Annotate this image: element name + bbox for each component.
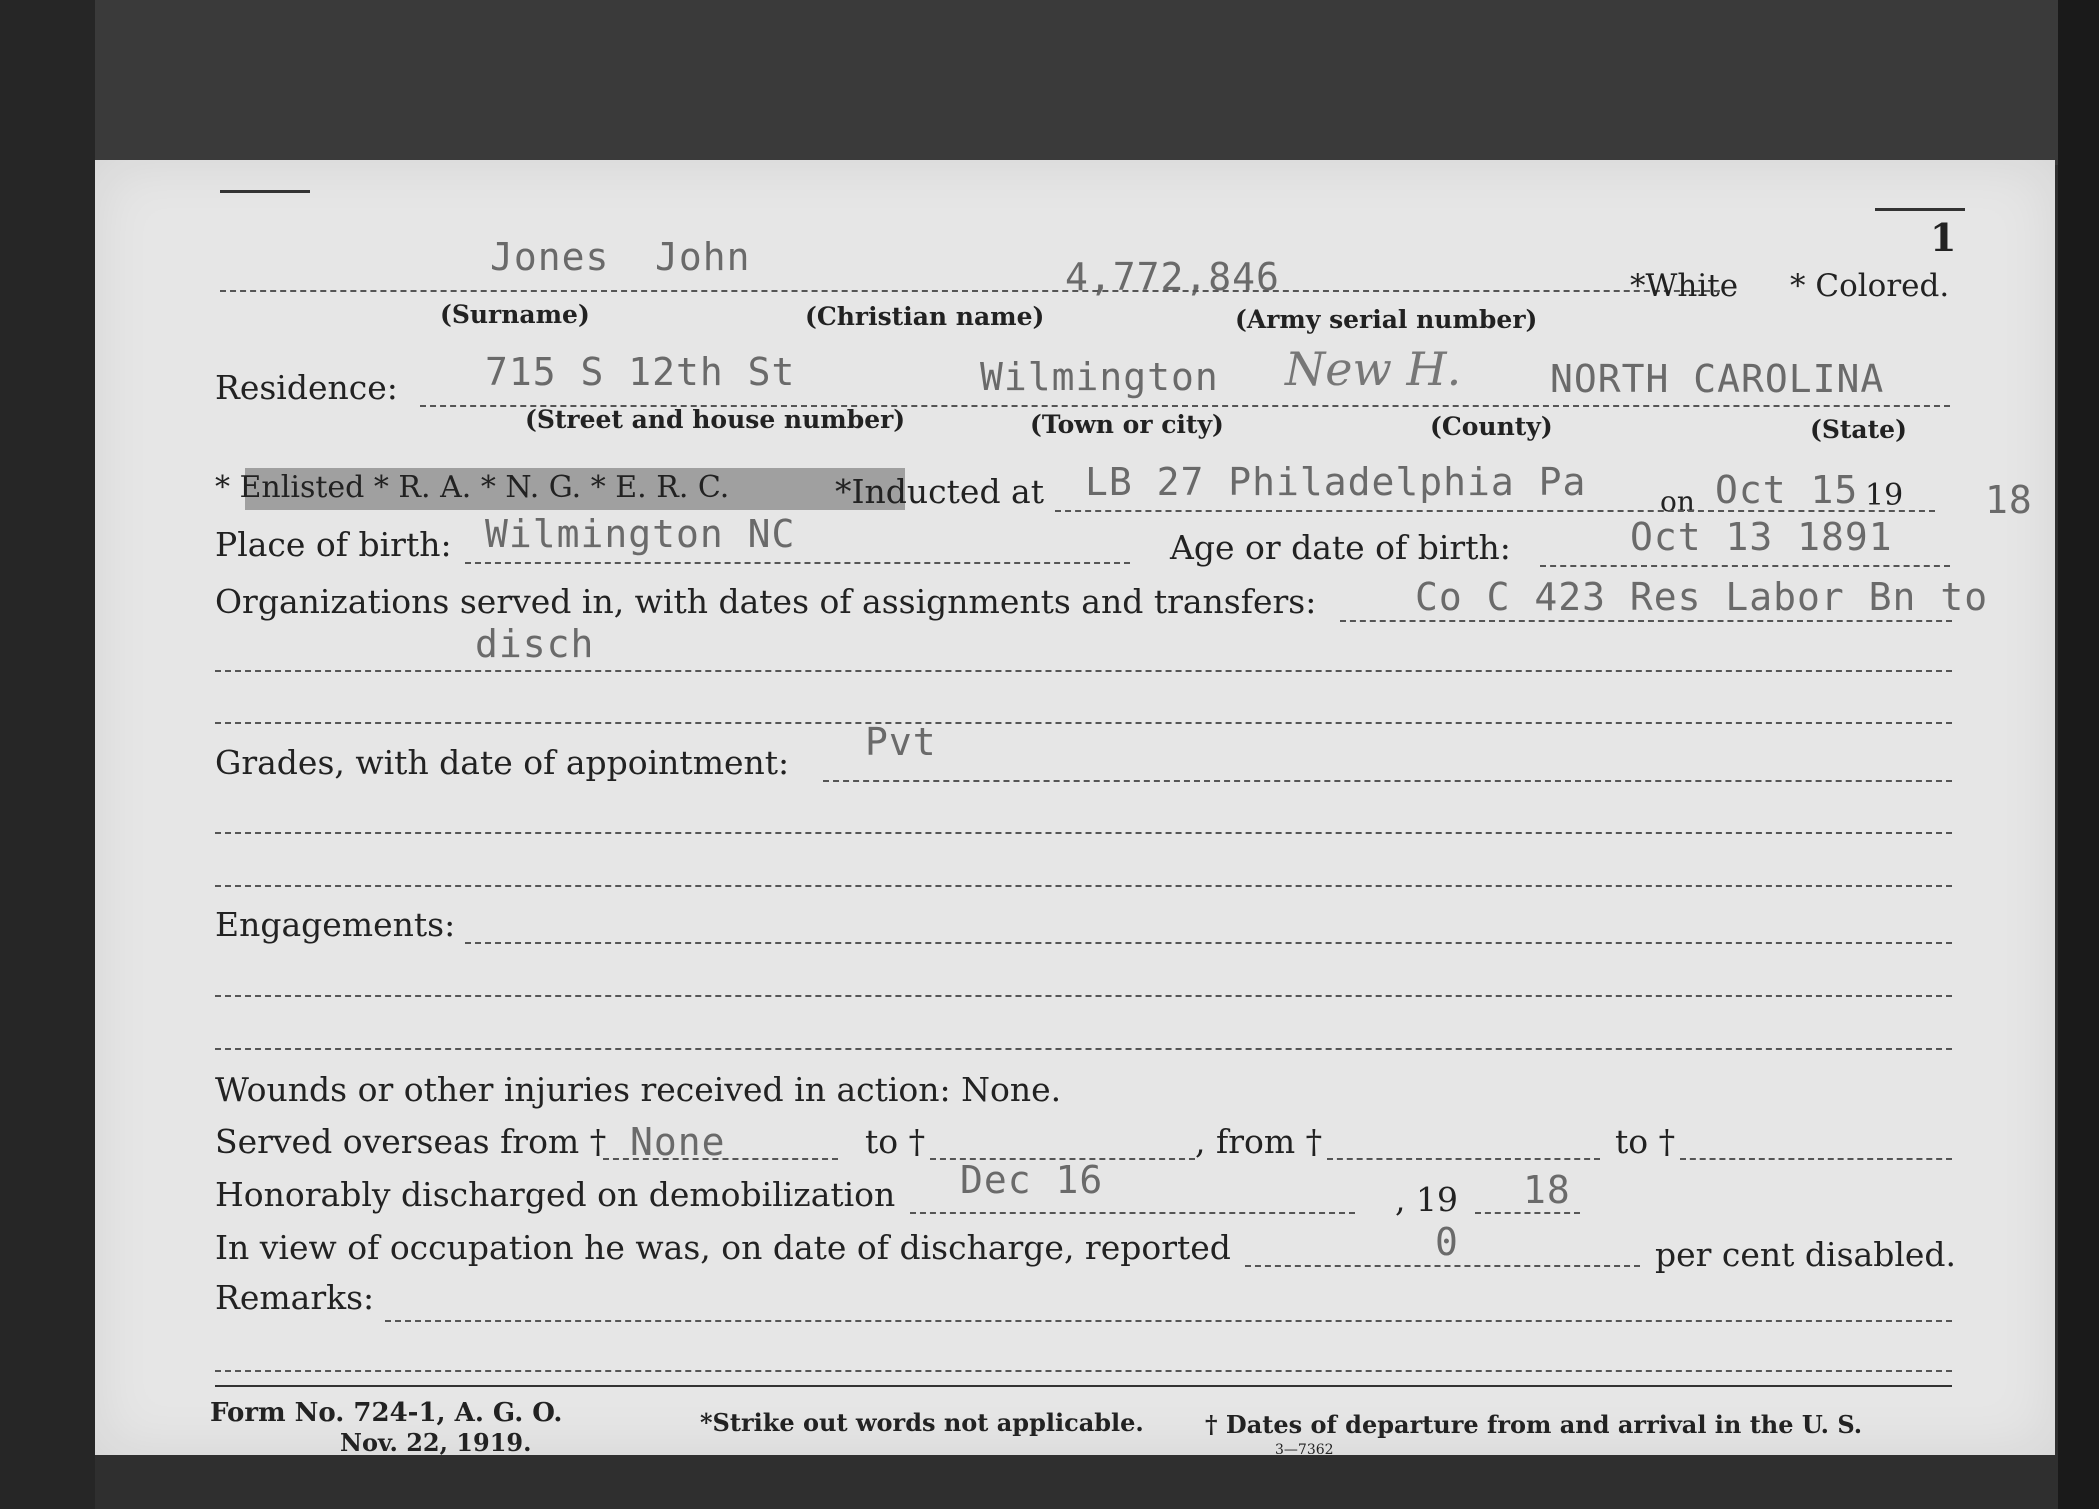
town-value: Wilmington — [980, 355, 1219, 399]
overseas-from2-line — [1327, 1158, 1600, 1160]
disability-line — [1245, 1265, 1640, 1267]
corner-mark-right — [1875, 208, 1965, 211]
footer-rule — [215, 1385, 1952, 1387]
year-suffix: 18 — [1985, 478, 2033, 522]
card-number: 1 — [1930, 215, 1957, 260]
residence-label: Residence: — [215, 368, 398, 407]
birthplace-value: Wilmington NC — [485, 512, 796, 556]
street-value: 715 S 12th St — [485, 350, 796, 394]
county-value: New H. — [1285, 342, 1462, 396]
grades-label: Grades, with date of appointment: — [215, 743, 790, 782]
race-colored: * Colored. — [1790, 268, 1950, 304]
inducted-line — [1055, 510, 1935, 512]
grades-line-1 — [823, 780, 1952, 782]
form-date: Nov. 22, 1919. — [340, 1428, 532, 1457]
street-label: (Street and house number) — [525, 405, 906, 434]
surname-value: Jones — [490, 235, 610, 279]
discharge-year-prefix: , 19 — [1395, 1180, 1458, 1219]
enlisted-options: * Enlisted * R. A. * N. G. * E. R. C. — [215, 470, 730, 505]
service-record-card — [95, 160, 2055, 1458]
from-label: , from † — [1195, 1122, 1323, 1161]
organizations-value-2: disch — [475, 622, 595, 666]
disability-label: In view of occupation he was, on date of discharge, reported — [215, 1228, 1231, 1267]
overseas-value: None — [630, 1120, 726, 1164]
state-label: (State) — [1810, 415, 1907, 444]
discharge-label: Honorably discharged on demobilization — [215, 1175, 896, 1214]
footnote-dates: † Dates of departure from and arrival in the U. S. — [1205, 1410, 1863, 1439]
overseas-label: Served overseas from † — [215, 1122, 607, 1161]
engagements-line-3 — [215, 1048, 1952, 1050]
christian-name-label: (Christian name) — [805, 302, 1045, 331]
birthplace-line — [465, 562, 1130, 564]
remarks-line-1 — [385, 1320, 1952, 1322]
organizations-line-1 — [1340, 620, 1952, 622]
organizations-line-2 — [215, 670, 1952, 672]
name-line — [220, 290, 1720, 292]
birth-date-value: Oct 13 1891 — [1630, 515, 1893, 559]
background-right — [2058, 0, 2099, 1509]
wounds-label: Wounds or other injuries received in action: None. — [215, 1070, 1062, 1109]
inducted-label: *Inducted at — [835, 472, 1044, 511]
to-label: to † — [865, 1122, 926, 1161]
serial-number-value: 4,772,846 — [1065, 255, 1280, 299]
corner-mark — [220, 190, 310, 193]
grades-line-2 — [215, 832, 1952, 834]
discharge-year-line — [1475, 1212, 1580, 1214]
christian-name-value: John — [655, 235, 751, 279]
town-label: (Town or city) — [1030, 410, 1224, 439]
on-label: on — [1660, 485, 1695, 518]
background-left — [0, 0, 95, 1509]
age-label: Age or date of birth: — [1170, 528, 1511, 567]
disability-value: 0 — [1435, 1220, 1459, 1264]
birth-date-line — [1540, 565, 1950, 567]
organizations-label: Organizations served in, with dates of assignments and transfers: — [215, 582, 1317, 621]
print-code: 3—7362 — [1275, 1442, 1334, 1458]
organizations-line-3 — [215, 722, 1952, 724]
remarks-line-2 — [215, 1370, 1952, 1372]
remarks-label: Remarks: — [215, 1278, 375, 1317]
birthplace-label: Place of birth: — [215, 525, 452, 564]
race-white: *White — [1630, 268, 1739, 304]
discharge-date-value: Dec 16 — [960, 1158, 1104, 1202]
engagements-label: Engagements: — [215, 905, 456, 944]
surname-label: (Surname) — [440, 300, 590, 329]
to-label-2: to † — [1615, 1122, 1676, 1161]
footnote-strike: *Strike out words not applicable. — [700, 1408, 1144, 1437]
discharge-date-line — [910, 1212, 1355, 1214]
form-number: Form No. 724-1, A. G. O. — [210, 1398, 563, 1428]
engagements-line-1 — [465, 942, 1952, 944]
county-label: (County) — [1430, 412, 1553, 441]
grade-value: Pvt — [865, 720, 937, 764]
overseas-to2-line — [1680, 1158, 1952, 1160]
serial-number-label: (Army serial number) — [1235, 305, 1538, 334]
engagements-line-2 — [215, 995, 1952, 997]
organizations-value: Co C 423 Res Labor Bn to — [1415, 575, 1989, 619]
year-prefix: 19 — [1865, 478, 1904, 513]
inducted-date-value: Oct 15 — [1715, 468, 1859, 512]
state-value: NORTH CAROLINA — [1550, 357, 1885, 401]
disability-suffix: per cent disabled. — [1655, 1235, 1957, 1274]
inducted-at-value: LB 27 Philadelphia Pa — [1085, 460, 1587, 504]
discharge-year-value: 18 — [1523, 1168, 1571, 1212]
grades-line-3 — [215, 885, 1952, 887]
overseas-from-line — [603, 1158, 838, 1160]
background-top — [0, 0, 2099, 165]
